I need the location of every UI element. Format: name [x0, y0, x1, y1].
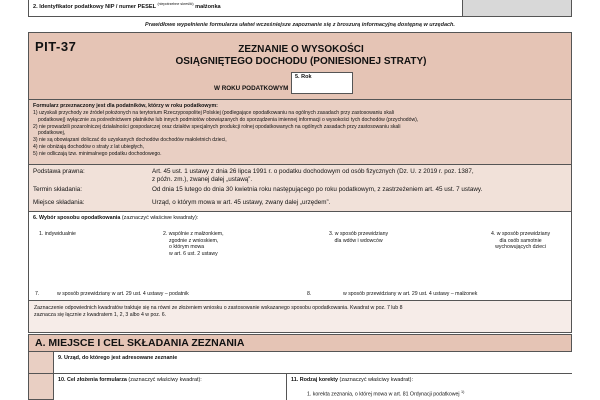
intended-for-block	[28, 100, 572, 165]
option-individual-label: 1. indywidualnie	[39, 231, 76, 237]
taxation-method-title-sub: (zaznaczyć właściwe kwadraty):	[121, 215, 199, 221]
legal-basis-text-2: z późn. zm.), zwanej dalej „ustawą”.	[152, 176, 253, 183]
section-a-header	[28, 334, 572, 352]
form-title-line1: ZEZNANIE O WYSOKOŚCI	[238, 44, 364, 55]
year-input-box[interactable]	[291, 72, 353, 94]
option-8-number: 8.	[307, 291, 312, 297]
field-9-row	[28, 352, 572, 374]
deadline-label: Termin składania:	[33, 186, 82, 193]
intended-item-2-cont-text: podatkowej,	[38, 130, 66, 137]
tax-office-field[interactable]	[53, 352, 572, 373]
option-single-parent[interactable]	[491, 231, 550, 251]
intended-item-5: 5) nie odliczają tzw. minimalnego podatku dochodowego.	[33, 150, 162, 157]
legal-basis-text	[152, 168, 572, 184]
intended-item-1-cont	[33, 117, 567, 124]
intended-item-4: 4) nie obniżają dochodów o straty z lat ubiegłych,	[33, 143, 144, 150]
note-line2: zaznacza się łącznie z kwadratem 1, 2, 3 albo 4 w poz. 6.	[34, 312, 167, 318]
option-joint-line3: o którym mowa	[169, 244, 205, 250]
option-single-parent-line3: wychowujących dzieci	[495, 244, 546, 250]
option-7-taxpayer[interactable]	[57, 291, 189, 297]
intended-item-1-cont-text: podatkowej) wyłącznie za pośrednictwem płatników lub innych podmiotów obowiązanych do sporządzenia imiennej informacji o wysokości tych dochodów (przychodów),	[38, 116, 419, 123]
tax-office-label: 9. Urząd, do którego jest adresowane zeznanie	[58, 355, 178, 361]
option-joint[interactable]	[163, 231, 224, 257]
note-line1: Zaznaczenie odpowiednich kwadratów traktuje się na równi ze złożeniem wniosku o zastosowanie wskazanego sposobu opodatkowania. Kwadrat w poz. 7 lub 8	[34, 305, 403, 311]
place-text: Urząd, o którym mowa w art. 45 ustawy, zwany dalej „urzędem”.	[152, 199, 331, 206]
option-joint-line4: w art. 6 ust. 2 ustawy	[169, 250, 218, 257]
correction-type-label	[291, 377, 413, 383]
nip-pesel-label	[33, 2, 221, 10]
legal-basis-label: Podstawa prawna:	[33, 168, 85, 175]
taxation-method-title-text: 6. Wybór sposobu opodatkowania	[33, 215, 121, 221]
correction-type-label-text: 11. Rodzaj korekty	[291, 377, 339, 383]
purpose-label-text: 10. Cel złożenia formularza	[58, 377, 127, 383]
fields-10-11-row	[28, 374, 572, 400]
place-label: Miejsce składania:	[33, 199, 85, 206]
legal-basis-text-1: Art. 45 ust. 1 ustawy z dnia 26 lipca 1991 r. o podatku dochodowym od osób fizycznych (Dz. U. z 2019 r. poz. 1387,	[152, 168, 474, 175]
year-box-label: 5. Rok	[295, 74, 312, 80]
option-8-label: w sposób przewidziany w art. 29 ust. 4 ustawy – małżonek	[343, 291, 478, 297]
option-7-label: w sposób przewidziany w art. 29 ust. 4 ustawy – podatnik	[57, 291, 189, 297]
option-joint-line2: zgodnie z wnioskiem,	[169, 237, 219, 244]
option-single-parent-line2: dla osób samotnie	[499, 237, 542, 244]
option-single-parent-line1: 4. w sposób przewidziany	[491, 231, 551, 237]
nip-pesel-field[interactable]	[28, 0, 572, 17]
option-7-number: 7.	[35, 291, 40, 297]
form-title-line2: OSIĄGNIĘTEGO DOCHODU (PONIESIONEJ STRATY)	[175, 56, 427, 67]
purpose-field[interactable]	[53, 374, 287, 400]
option-widows-line2: dla wdów i wdowców	[334, 237, 383, 244]
spouse-label: małżonka	[195, 3, 221, 10]
legal-info-block	[28, 165, 572, 212]
purpose-label-sub: (zaznaczyć właściwy kwadrat):	[128, 377, 202, 383]
purpose-label	[58, 377, 202, 383]
correction-type-field[interactable]	[287, 374, 572, 400]
intended-item-2: 2) nie prowadzili pozarolniczej działalności gospodarczej oraz działów specjalnych produkcji rolnej opodatkowanych na ogólnych zasadach przy zastosowaniu skali	[33, 123, 401, 130]
option-widows[interactable]	[329, 231, 388, 244]
advice-text: Prawidłowe wypełnienie formularza ułatwi wcześniejsze zapoznanie się z broszurą informacyjną dostępną w urzędach.	[145, 22, 455, 28]
option-joint-line1: 2. wspólnie z małżonkiem,	[163, 231, 224, 237]
option-individual[interactable]	[39, 231, 76, 238]
intended-item-2-cont	[33, 130, 567, 137]
tax-year-label: W ROKU PODATKOWYM	[214, 85, 289, 92]
taxation-method-title	[33, 215, 198, 221]
intended-item-1: 1) uzyskali przychody ze źródeł położonych na terytorium Rzeczypospolitej Polskiej (podlegające opodatkowaniu na ogólnych zasadach przy zastosowaniu skali	[33, 110, 394, 116]
intended-title: Formularz przeznaczony jest dla podatników, którzy w roku podatkowym:	[33, 103, 218, 109]
correction-option-1[interactable]	[307, 390, 464, 398]
option-8-spouse[interactable]	[343, 291, 477, 297]
nip-label-text: 2. Identyfikator podatkowy NIP / numer PESEL	[33, 3, 156, 10]
selection-note	[28, 301, 572, 333]
taxation-method-section	[28, 212, 572, 301]
correction-option-1-footnote: 1)	[460, 390, 465, 394]
nip-small-note: (niepotrzebne skreślić)	[157, 2, 194, 6]
form-code: PIT-37	[35, 39, 77, 54]
deadline-text: Od dnia 15 lutego do dnia 30 kwietnia roku następującego po roku podatkowym, z zastrzeżeniem art. 45 ust. 7 ustawy.	[152, 186, 483, 193]
option-widows-line1: 3. w sposób przewidziany	[329, 231, 389, 237]
section-a-title: A. MIEJSCE I CEL SKŁADANIA ZEZNANIA	[35, 337, 245, 349]
nip-grey-area	[462, 0, 572, 17]
correction-type-label-sub: (zaznaczyć właściwy kwadrat):	[339, 377, 413, 383]
form-header	[28, 32, 572, 100]
correction-option-1-label: 1. korekta zeznania, o której mowa w art. 81 Ordynacji podatkowej	[307, 391, 460, 398]
intended-item-3: 3) nie są obowiązani doliczać do uzyskanych dochodów dochodów małoletnich dzieci,	[33, 137, 227, 144]
